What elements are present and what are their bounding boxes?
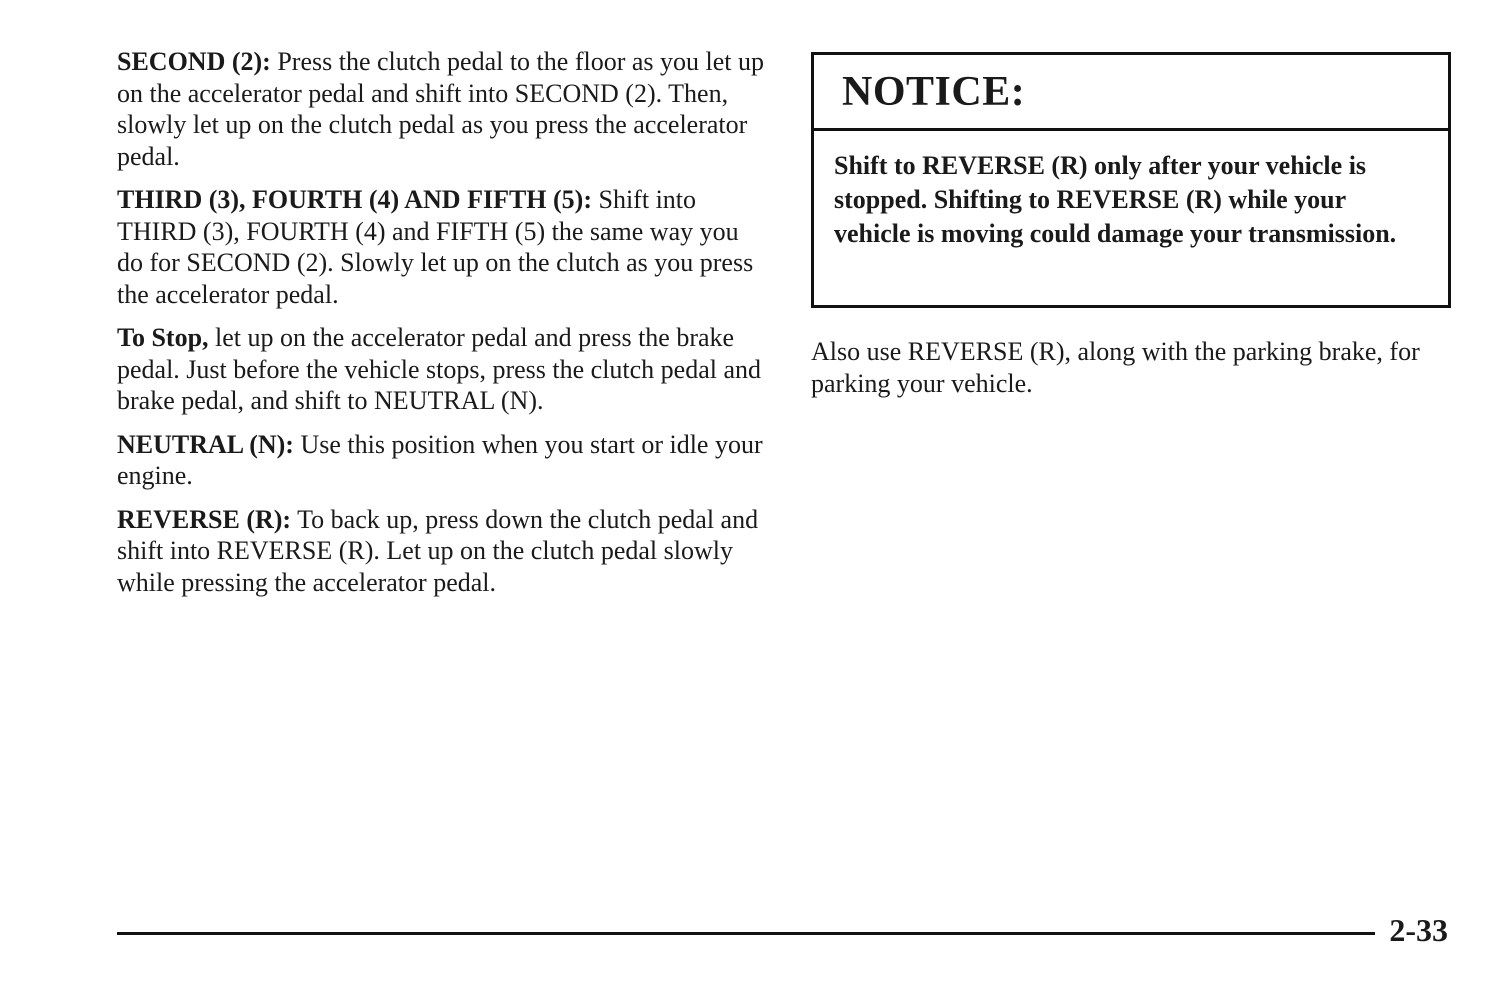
paragraph-third-fourth-fifth-gear xyxy=(117,184,767,310)
page-number: 2-33 xyxy=(1389,912,1448,948)
paragraph-heading: THIRD (3), FOURTH (4) AND FIFTH (5): xyxy=(117,185,592,214)
paragraph-heading: To Stop, xyxy=(117,323,209,352)
paragraph-body: Press the clutch pedal to the floor as you let up on the accelerator pedal and shift into SECOND (2). Then, slowly let up on the clutch pedal as you press the accelerator pedal. xyxy=(117,47,765,171)
paragraph-second-gear xyxy=(117,46,767,172)
left-column xyxy=(117,46,767,610)
paragraph-neutral xyxy=(117,429,767,492)
reverse-parking-note: Also use REVERSE (R), along with the parking brake, for parking your vehicle. xyxy=(811,337,1420,398)
paragraph-heading: NEUTRAL (N): xyxy=(117,429,294,459)
footer-rule xyxy=(117,932,1375,935)
paragraph-to-stop xyxy=(117,322,767,417)
notice-box xyxy=(811,52,1451,308)
paragraph-heading: SECOND (2): xyxy=(117,47,271,76)
notice-body: Shift to REVERSE (R) only after your vehicle is stopped. Shifting to REVERSE (R) while your vehicle is moving could damage your transmission. xyxy=(834,151,1397,248)
paragraph-heading: REVERSE (R): xyxy=(117,504,292,534)
notice-heading: NOTICE: xyxy=(814,55,1448,131)
paragraph-body: Use this position when you start or idle your engine. xyxy=(117,429,763,490)
paragraph-body: To back up, press down the clutch pedal and shift into REVERSE (R). Let up on the clutch pedal slowly while pressing the accelerator pedal. xyxy=(117,504,759,597)
paragraph-body: Shift into THIRD (3), FOURTH (4) and FIFTH (5) the same way you do for SECOND (2). Slowly let up on the clutch as you press the accelerator pedal. xyxy=(117,185,754,309)
paragraph-body: let up on the accelerator pedal and press the brake pedal. Just before the vehicle stops, press the clutch pedal and brake pedal, and shift to NEUTRAL (N). xyxy=(117,323,762,415)
paragraph-reverse xyxy=(117,504,767,599)
